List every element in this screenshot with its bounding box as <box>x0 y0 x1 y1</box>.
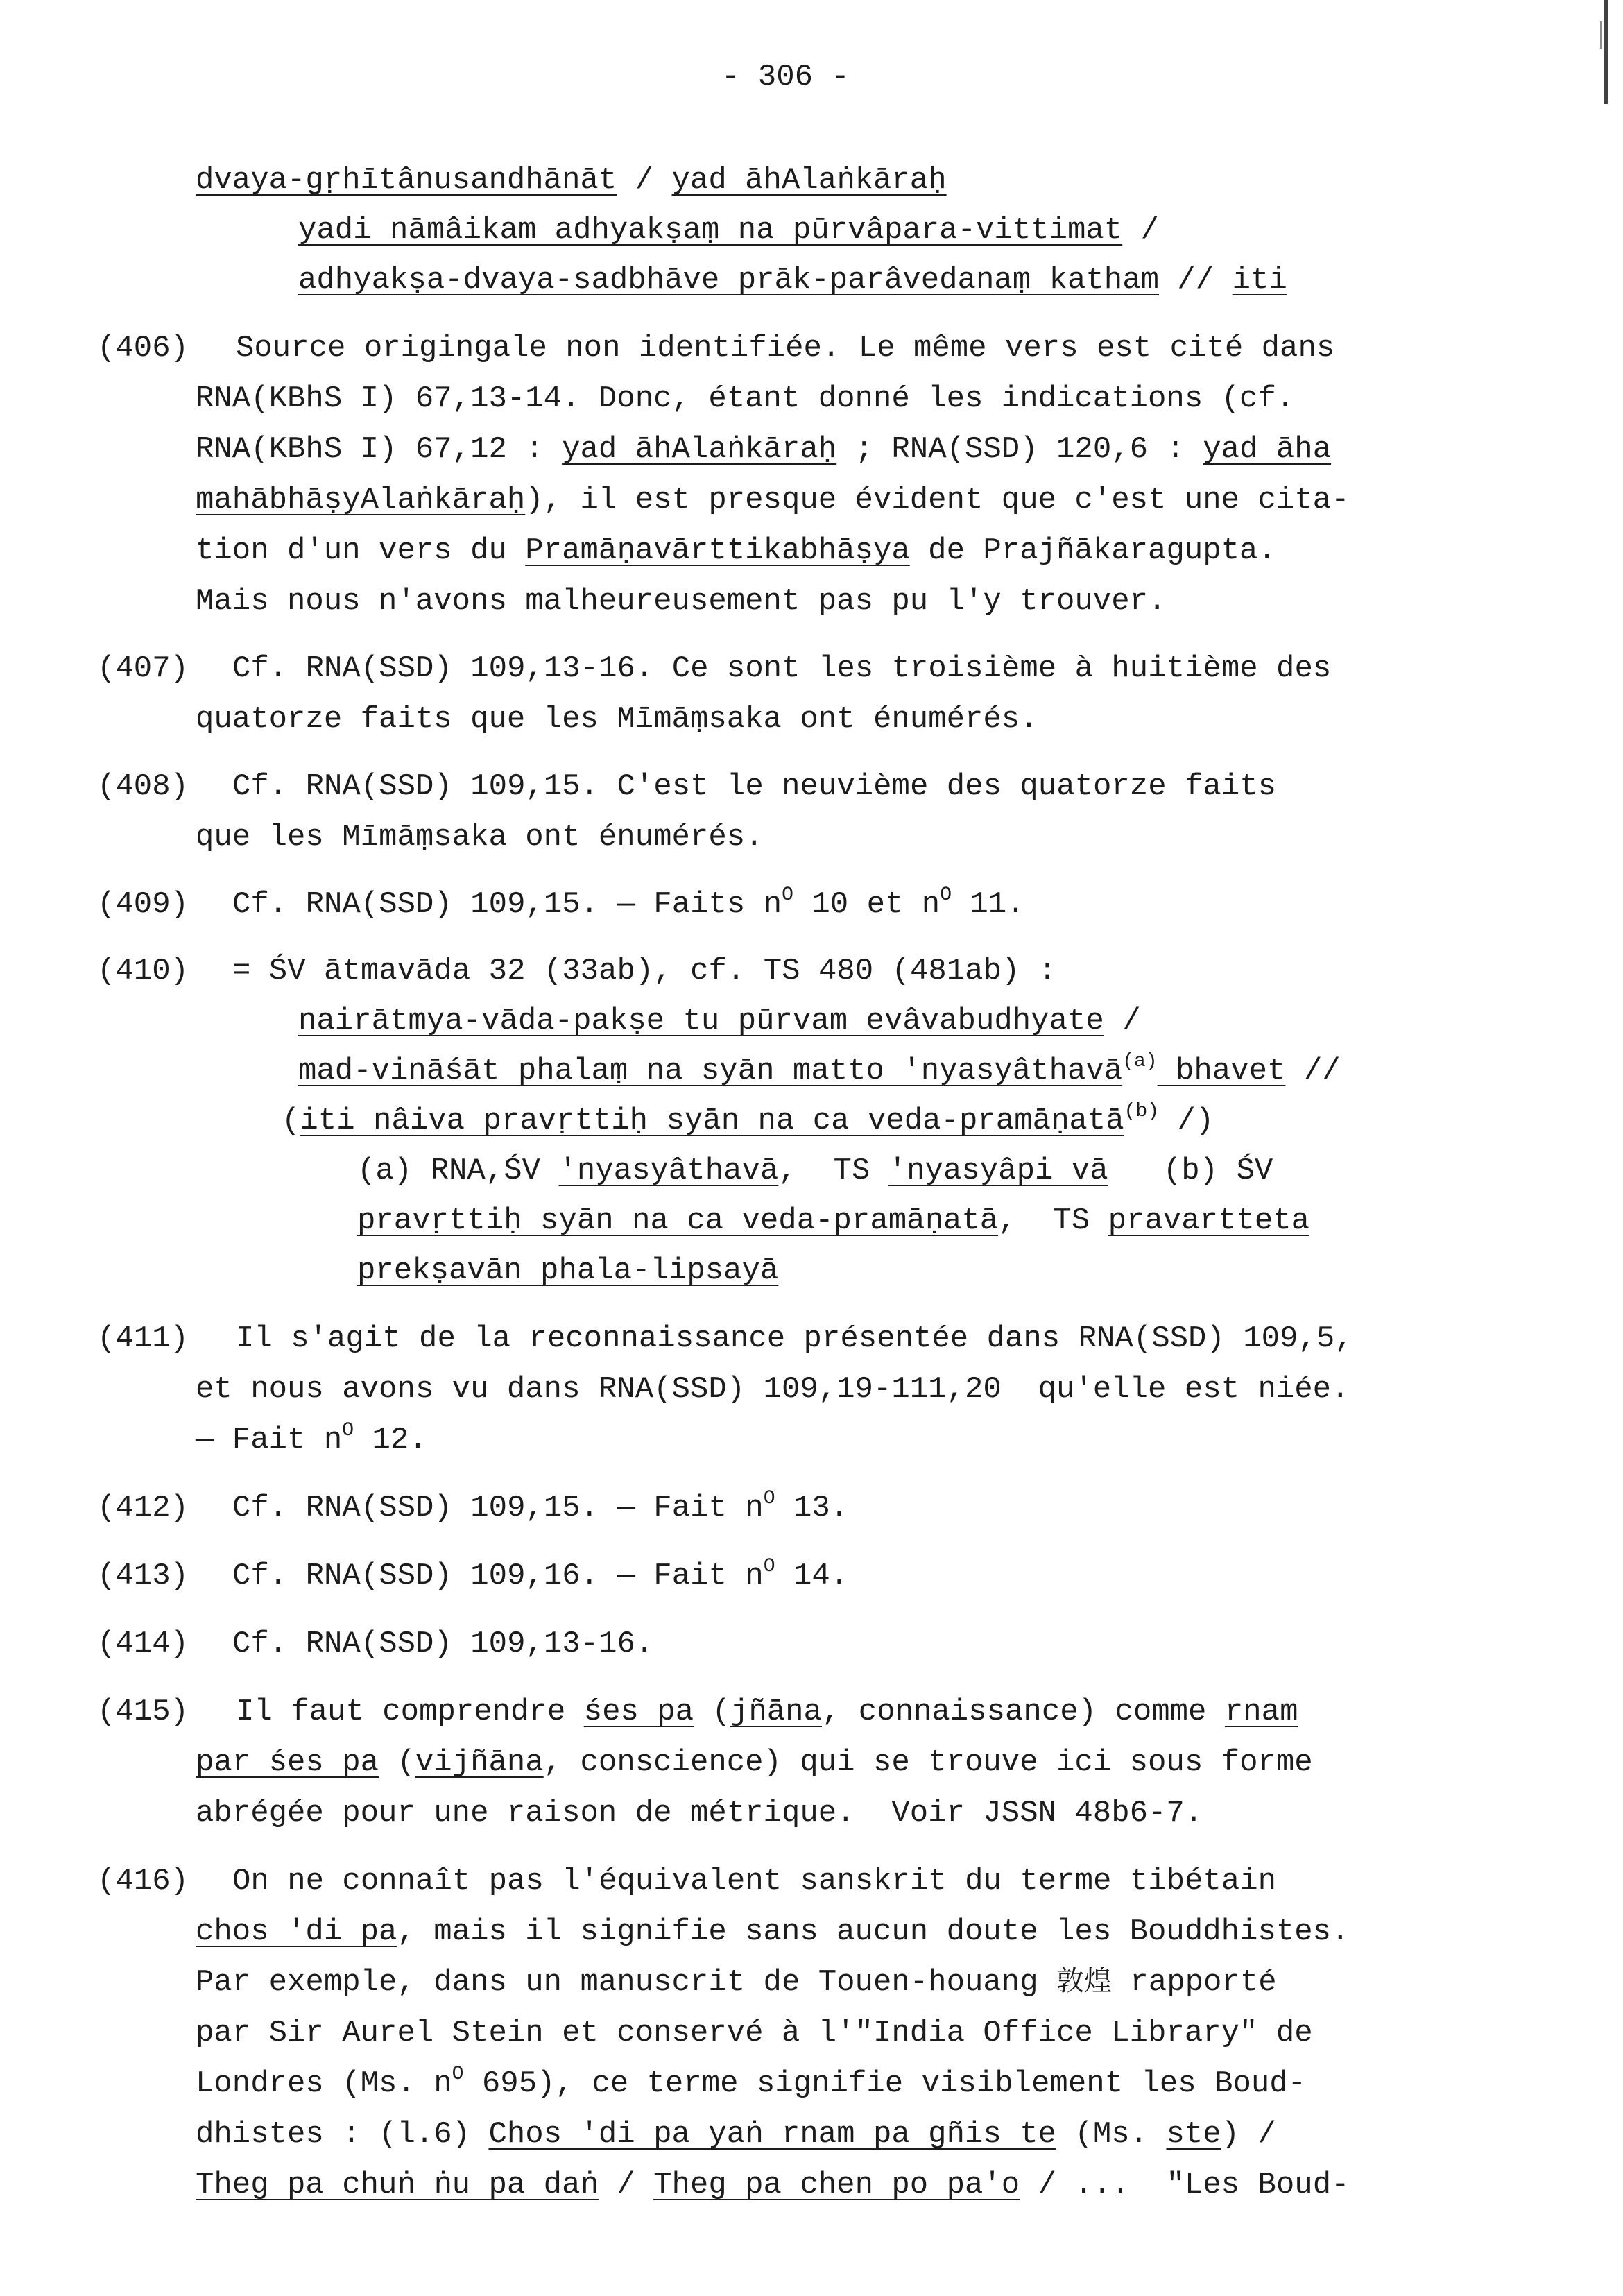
note-number-406: (406) <box>97 331 189 366</box>
note-411-line-1: Il s'agit de la reconnaissance présentée dans RNA(SSD) 109,5, <box>236 1321 1353 1356</box>
verse-text: iti nâiva pravṛttiḥ syān na ca veda-pramāṇatā <box>300 1104 1124 1138</box>
intro-line-3 <box>298 263 1287 298</box>
text: /) <box>1159 1104 1214 1138</box>
intro-sep: // <box>1159 263 1233 298</box>
text: ; RNA(SSD) 120,6 : <box>836 432 1203 467</box>
intro-verse: adhyakṣa-dvaya-sadbhāve prāk-parâvedanaṃ katham <box>298 263 1160 298</box>
text-underlined: Chos 'di pa yaṅ rnam pa gñis te <box>488 2117 1057 2152</box>
text: ( <box>379 1745 415 1780</box>
note-416-line-4: par Sir Aurel Stein et conservé à l'"India Office Library" de <box>196 2016 1313 2050</box>
text: 11. <box>952 887 1025 922</box>
text: 695), ce terme signifie visiblement les Boud- <box>463 2066 1307 2101</box>
note-406-line-2: RNA(KBhS I) 67,13-14. Donc, étant donné les indications (cf. <box>196 382 1295 416</box>
superscript: O <box>940 884 952 906</box>
text-underlined: rnam <box>1224 1695 1298 1729</box>
note-412-line-1 <box>232 1488 849 1525</box>
note-416-line-3 <box>196 1967 1277 1998</box>
text: — Fait n <box>196 1423 343 1457</box>
note-number-412: (412) <box>97 1491 189 1525</box>
note-number-413: (413) <box>97 1559 189 1593</box>
note-406-line-6: Mais nous n'avons malheureusement pas pu l'y trouver. <box>196 584 1167 619</box>
text-underlined: pravṛttiḥ syān na ca veda-pramāṇatā <box>357 1203 999 1238</box>
text: , connaissance) comme <box>821 1695 1225 1729</box>
text: Cf. RNA(SSD) 109,15. — Faits n <box>232 887 782 922</box>
text-underlined: jñāna <box>730 1695 822 1729</box>
note-406-line-3 <box>196 434 1331 465</box>
note-406-line-1: Source origingale non identifiée. Le même vers est cité dans <box>236 331 1335 366</box>
intro-text: yad āhAlaṅkāraḥ <box>671 163 947 198</box>
note-406-line-4 <box>196 485 1349 515</box>
text: , TS <box>998 1203 1108 1238</box>
note-416-line-6 <box>196 2119 1276 2150</box>
note-407-line-1: Cf. RNA(SSD) 109,13-16. Ce sont les troisième à huitième des <box>232 651 1332 686</box>
text: Londres (Ms. n <box>196 2066 452 2101</box>
text: Cf. RNA(SSD) 109,15. — Fait n <box>232 1491 764 1525</box>
superscript: O <box>782 884 793 906</box>
note-410-verse-3 <box>282 1101 1214 1138</box>
text: ), il est presque évident que c'est une cita- <box>525 483 1350 517</box>
text: Par exemple, dans un manuscrit de Touen-houang <box>196 1965 1057 2000</box>
note-407-line-2: quatorze faits que les Mīmāṃsaka ont énumérés. <box>196 702 1038 737</box>
intro-text: dvaya-gṛhītânusandhānāt <box>196 163 617 198</box>
superscript: O <box>452 2064 464 2085</box>
superscript: O <box>342 1420 354 1441</box>
text: / <box>598 2168 654 2202</box>
text: ( <box>282 1104 300 1138</box>
text: (Ms. <box>1056 2117 1167 2152</box>
note-number-408: (408) <box>97 769 189 804</box>
note-410-verse-2 <box>298 1051 1341 1088</box>
text-underlined: pravartteta <box>1108 1203 1310 1238</box>
intro-verse: yadi nāmâikam adhyakṣaṃ na pūrvâpara-vittimat <box>298 213 1123 248</box>
note-410-verse-1 <box>298 1006 1141 1036</box>
text: tion d'un vers du <box>196 533 526 568</box>
note-416-line-1: On ne connaît pas l'équivalent sanskrit du terme tibétain <box>232 1864 1277 1899</box>
text-underlined: śes pa <box>583 1695 694 1729</box>
text-underlined: yad āha <box>1203 432 1332 467</box>
text: // <box>1285 1054 1341 1088</box>
note-number-414: (414) <box>97 1627 189 1661</box>
superscript: (b) <box>1124 1101 1160 1122</box>
text: , TS <box>778 1154 888 1188</box>
note-408-line-1: Cf. RNA(SSD) 109,15. C'est le neuvième des quatorze faits <box>232 769 1277 804</box>
text: 10 et n <box>793 887 941 922</box>
text: 13. <box>775 1491 849 1525</box>
note-416-line-2 <box>196 1914 1350 1949</box>
superscript: O <box>763 1556 775 1577</box>
note-415-line-3: abrégée pour une raison de métrique. Voir JSSN 48b6-7. <box>196 1796 1203 1831</box>
text: Il faut comprendre <box>236 1695 584 1729</box>
text-underlined: Pramāṇavārttikabhāṣya <box>525 533 910 568</box>
intro-line-1 <box>196 165 947 196</box>
note-number-415: (415) <box>97 1695 189 1729</box>
text-underlined: 'nyasyâpi vā <box>888 1154 1108 1188</box>
text-underlined: 'nyasyâthavā <box>558 1154 779 1188</box>
text-underlined: Theg pa chen po pa'o <box>653 2168 1020 2202</box>
note-410-variant-2 <box>357 1203 1310 1238</box>
note-number-410: (410) <box>97 954 189 988</box>
note-number-407: (407) <box>97 651 189 686</box>
note-409-line-1 <box>232 884 1025 922</box>
verse-text: bhavet <box>1157 1054 1286 1088</box>
superscript: (a) <box>1122 1051 1158 1072</box>
text: / ... "Les Boud- <box>1020 2168 1350 2202</box>
text: ) / <box>1221 2117 1276 2152</box>
note-number-411: (411) <box>97 1321 189 1356</box>
verse-text: mad-vināśāt phalaṃ na syān matto 'nyasyâthavā <box>298 1054 1123 1088</box>
note-406-line-5 <box>196 533 1276 568</box>
scan-edge-mark-small <box>1600 21 1602 49</box>
intro-sep: / <box>617 163 672 198</box>
text: de Prajñākaragupta. <box>909 533 1276 568</box>
intro-line-2 <box>298 215 1159 246</box>
note-416-line-7 <box>196 2170 1350 2200</box>
verse-text: nairātmya-vāda-pakṣe tu pūrvam evâvabudhyate <box>298 1004 1104 1038</box>
superscript: O <box>763 1488 775 1509</box>
note-411-line-2: et nous avons vu dans RNA(SSD) 109,19-111,20 qu'elle est niée. <box>196 1372 1350 1407</box>
text: 14. <box>775 1559 849 1593</box>
text-underlined: mahābhāṣyAlaṅkāraḥ <box>196 483 526 517</box>
note-number-416: (416) <box>97 1864 189 1899</box>
text: 12. <box>354 1423 427 1457</box>
note-number-409: (409) <box>97 887 189 922</box>
note-413-line-1 <box>232 1556 849 1593</box>
text-underlined: prekṣavān phala-lipsayā <box>357 1253 779 1288</box>
text-underlined: vijñāna <box>415 1745 544 1780</box>
note-415-line-1 <box>236 1697 1298 1727</box>
text-underlined: Theg pa chuṅ ṅu pa daṅ <box>196 2168 599 2202</box>
text: / <box>1104 1004 1141 1038</box>
text-underlined: par śes pa <box>196 1745 379 1780</box>
note-410-variant-3 <box>357 1253 779 1288</box>
text: RNA(KBhS I) 67,12 : <box>196 432 563 467</box>
note-410-line-1: = ŚV ātmavāda 32 (33ab), cf. TS 480 (481ab) : <box>232 954 1057 988</box>
text: , conscience) qui se trouve ici sous forme <box>543 1745 1313 1780</box>
note-415-line-2 <box>196 1747 1313 1778</box>
note-410-variant-1 <box>357 1156 1273 1186</box>
text-underlined: ste <box>1166 2117 1221 2152</box>
text: Cf. RNA(SSD) 109,16. — Fait n <box>232 1559 764 1593</box>
text: rapporté <box>1112 1965 1277 2000</box>
text: dhistes : (l.6) <box>196 2117 489 2152</box>
note-411-line-3 <box>196 1420 427 1457</box>
text: (b) ŚV <box>1108 1154 1273 1188</box>
text-underlined: chos 'di pa <box>196 1914 397 1949</box>
note-408-line-2: que les Mīmāṃsaka ont énumérés. <box>196 820 764 855</box>
text: , mais il signifie sans aucun doute les Bouddhistes. <box>397 1914 1350 1949</box>
intro-iti: iti <box>1232 263 1287 298</box>
scan-edge-mark <box>1604 0 1608 104</box>
note-416-line-5 <box>196 2064 1307 2101</box>
text: ( <box>694 1695 730 1729</box>
text-underlined: yad āhAlaṅkāraḥ <box>562 432 837 467</box>
chinese-characters: 敦煌 <box>1056 1965 1113 1997</box>
intro-sep: / <box>1122 213 1160 248</box>
text: (a) RNA,ŚV <box>357 1154 559 1188</box>
note-414-line-1: Cf. RNA(SSD) 109,13-16. <box>232 1627 654 1661</box>
page-number: - 306 - <box>721 60 850 94</box>
